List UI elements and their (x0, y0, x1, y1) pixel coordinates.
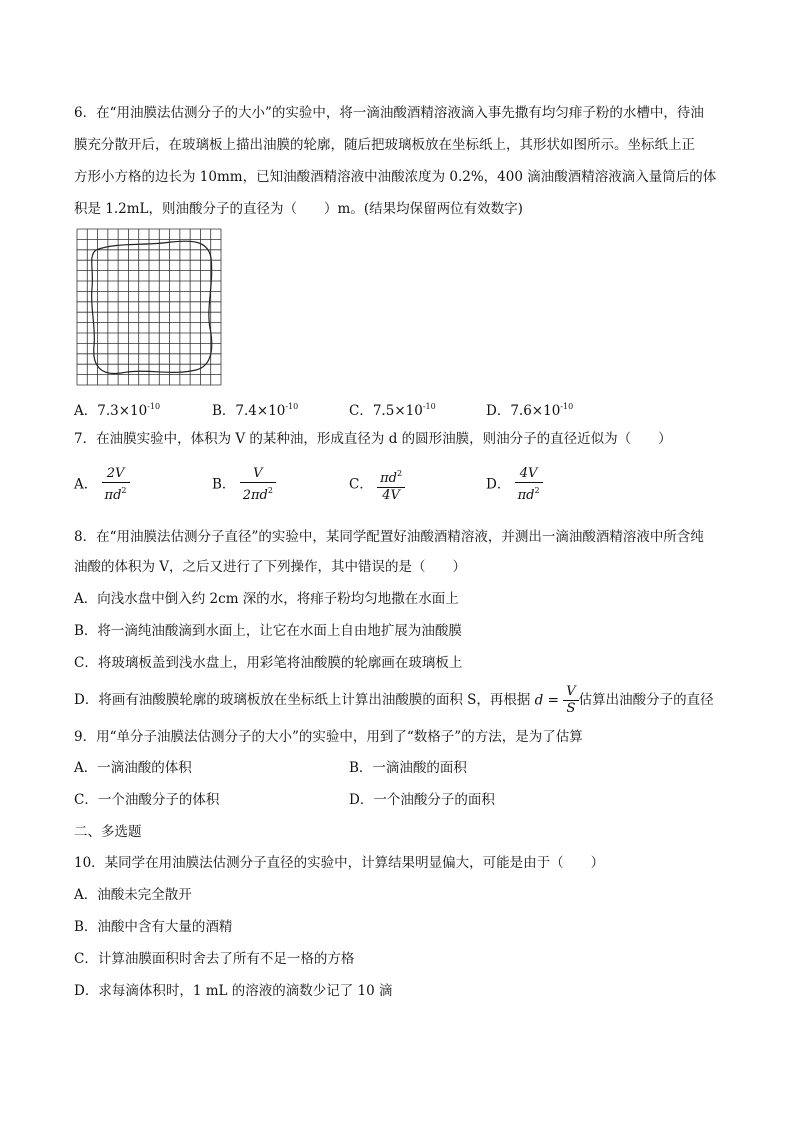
q9-option-d[interactable]: D．一个油酸分子的面积 (349, 792, 495, 808)
q7-option-d[interactable]: D． $\frac{4V}{\pi d^2}$ (486, 466, 543, 504)
q8-stem-line1: 8．在“用油膜法估测分子直径”的实验中，某同学配置好油酸酒精溶液，并测出一滴油酸酒精溶液中所含纯 (74, 529, 704, 545)
q8-stem-line2: 油酸的体积为 V，之后又进行了下列操作，其中错误的是（ ） (74, 559, 467, 575)
q7-c-fraction: $\frac{\pi d^2}{4V}$ (377, 466, 405, 504)
q7-option-b[interactable]: B． $\frac{V}{2\pi d^2}$ (212, 466, 276, 504)
q7-b-fraction: $\frac{V}{2\pi d^2}$ (240, 466, 276, 504)
q10-stem: 10．某同学在用油膜法估测分子直径的实验中，计算结果明显偏大，可能是由于（ ） (74, 855, 605, 871)
q8-option-d[interactable]: D．将画有油酸膜轮廓的玻璃板放在坐标纸上计算出油酸膜的面积 S，再根据 d = $\frac{V}{S}$ 估算出油酸分子的直径 (74, 684, 714, 716)
q6-stem-line4: 积是 1.2mL，则油酸分子的直径为（ ）m。(结果均保留两位有效数字) (74, 201, 523, 217)
formula-lhs: d = (534, 692, 559, 709)
q6-stem-line3: 方形小方格的边长为 10mm，已知油酸酒精溶液中油酸浓度为 0.2%，400 滴油酸酒精溶液滴入量筒后的体 (74, 169, 717, 185)
q10-option-b[interactable]: B．油酸中含有大量的酒精 (74, 919, 233, 935)
q6-stem-line2: 膜充分散开后，在玻璃板上描出油膜的轮廓，随后把玻璃板放在坐标纸上，其形状如图所示。坐标纸上正 (74, 137, 695, 153)
q10-option-d[interactable]: D．求每滴体积时，1 mL 的溶液的滴数少记了 10 滴 (74, 983, 393, 999)
q6-stem-line1: 6．在“用油膜法估测分子的大小”的实验中，将一滴油酸酒精溶液滴入事先撒有均匀痱子粉的水槽中，待油 (74, 105, 704, 121)
q7-option-a[interactable]: A． $\frac{2V}{\pi d^2}$ (74, 466, 130, 504)
q7-a-fraction: $\frac{2V}{\pi d^2}$ (102, 466, 130, 504)
q7-option-c[interactable]: C． $\frac{\pi d^2}{4V}$ (349, 466, 405, 504)
q6-option-b[interactable]: B．$7.4\times 10^{-10}$ (212, 402, 299, 419)
q9-option-c[interactable]: C．一个油酸分子的体积 (74, 792, 220, 808)
q10-option-a[interactable]: A．油酸未完全散开 (74, 887, 192, 903)
q6-option-d[interactable]: D．$7.6\times 10^{-10}$ (486, 402, 574, 419)
q10-option-c[interactable]: C．计算油膜面积时舍去了所有不足一格的方格 (74, 951, 355, 967)
q7-d-fraction: $\frac{4V}{\pi d^2}$ (515, 466, 543, 504)
q8-option-a[interactable]: A．向浅水盘中倒入约 2cm 深的水，将痱子粉均匀地撒在水面上 (74, 591, 459, 607)
q7-stem: 7．在油膜实验中，体积为 V 的某种油，形成直径为 d 的圆形油膜，则油分子的直径近似为（ ） (74, 431, 672, 447)
q8-d-fraction: $\frac{V}{S}$ (563, 684, 578, 717)
q8-option-b[interactable]: B．将一滴纯油酸滴到水面上，让它在水面上自由地扩展为油酸膜 (74, 623, 462, 639)
q8-option-c[interactable]: C．将玻璃板盖到浅水盘上，用彩笔将油酸膜的轮廓画在玻璃板上 (74, 655, 463, 671)
oil-film-grid-figure (76, 228, 222, 386)
q9-option-a[interactable]: A．一滴油酸的体积 (74, 760, 192, 776)
q9-stem: 9．用“单分子油膜法估测分子的大小”的实验中，用到了“数格子”的方法，是为了估算 (74, 729, 583, 745)
q6-option-a[interactable]: A．$7.3\times 10^{-10}$ (74, 402, 161, 419)
section-heading: 二、多选题 (74, 824, 142, 840)
q6-option-c[interactable]: C．$7.5\times 10^{-10}$ (349, 402, 436, 419)
q9-option-b[interactable]: B．一滴油酸的面积 (349, 760, 467, 776)
